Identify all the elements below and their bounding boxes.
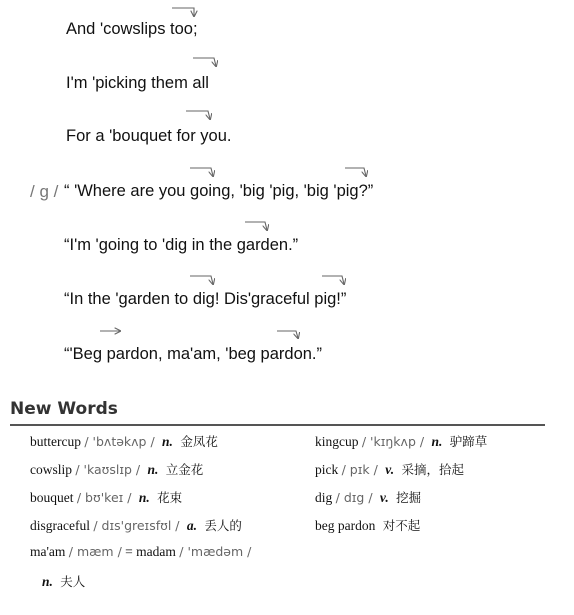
- entry-pos: n.: [147, 462, 159, 477]
- entry-word: buttercup: [30, 434, 81, 449]
- entry-pos: n.: [138, 490, 150, 505]
- arrow-line2: [193, 58, 216, 66]
- entry-chinese: 金凤花: [180, 434, 218, 449]
- entry-word: pick: [315, 462, 339, 477]
- poem-line-3: For a 'bouquet for you.: [66, 127, 232, 145]
- arrow-line6b: [322, 276, 344, 284]
- entry-word: beg pardon: [315, 518, 376, 533]
- new-words-divider: [10, 424, 545, 426]
- entry-word: kingcup: [315, 434, 359, 449]
- entry-equivalent: = madam: [125, 544, 176, 559]
- arrow-line1: [172, 8, 194, 16]
- arrow-line4b: [345, 168, 366, 176]
- word-entry: [315, 516, 420, 534]
- entry-ipa: / 'kaʊslɪp /: [75, 462, 141, 477]
- poem-line-7: “'Beg pardon, ma'am, 'beg pardon.”: [64, 345, 323, 363]
- word-entry: [30, 516, 242, 534]
- entry-pos: v.: [379, 490, 389, 505]
- word-entry: [315, 460, 464, 478]
- poem-line-5: “I'm 'going to 'dig in the garden.”: [64, 236, 299, 254]
- entry-pos: n.: [42, 574, 53, 589]
- poem-line-2: I'm 'picking them all: [66, 74, 209, 92]
- word-entry: [30, 488, 182, 506]
- arrow-line7b: [277, 331, 298, 338]
- new-words-heading: New Words: [10, 399, 118, 419]
- entry-word: bouquet: [30, 490, 74, 505]
- entry-ipa: / bʊ'keɪ /: [76, 490, 132, 505]
- entry-word: ma'am: [30, 544, 66, 559]
- entry-ipa: / 'bʌtəkʌp /: [84, 434, 155, 449]
- poem-line-4: “ 'Where are you going, 'big 'pig, 'big 'pig?”: [64, 182, 374, 200]
- entry-chinese: 夫人: [60, 574, 86, 589]
- word-entry-continuation: [42, 572, 85, 590]
- word-entry: [30, 460, 203, 478]
- entry-ipa: / dɪs'greɪsfʊl /: [93, 518, 180, 533]
- entry-pos: n.: [162, 434, 173, 449]
- entry-chinese: 驴蹄草: [449, 434, 488, 449]
- entry-ipa-alt: / 'mædəm /: [179, 544, 252, 559]
- entry-chinese: 花束: [157, 490, 183, 505]
- entry-word: disgraceful: [30, 518, 90, 533]
- entry-word: dig: [315, 490, 333, 505]
- entry-ipa: / mæm /: [68, 544, 122, 559]
- entry-chinese: 丢人的: [204, 518, 242, 533]
- entry-word: cowslip: [30, 462, 72, 477]
- arrow-line3: [186, 111, 210, 119]
- entry-chinese: 挖掘: [396, 490, 422, 505]
- entry-ipa: / dɪg /: [335, 490, 373, 505]
- entry-pos: v.: [385, 462, 395, 477]
- poem-line-1: And 'cowslips too;: [66, 20, 198, 38]
- entry-chinese: 对不起: [382, 518, 421, 533]
- phoneme-marker: / g /: [30, 182, 59, 201]
- entry-pos: n.: [431, 434, 443, 449]
- entry-ipa: / 'kɪŋkʌp /: [361, 434, 425, 449]
- word-entry: [30, 544, 251, 560]
- arrow-line4a: [190, 168, 213, 176]
- word-entry: [315, 432, 487, 450]
- entry-chinese: 采摘，拾起: [401, 462, 464, 477]
- word-entry: [30, 432, 218, 450]
- entry-pos: a.: [186, 518, 197, 533]
- entry-chinese: 立金花: [165, 462, 204, 477]
- arrow-line5: [245, 222, 267, 230]
- poem-line-6: “In the 'garden to dig! Dis'graceful pig!”: [64, 290, 347, 308]
- word-entry: [315, 488, 421, 506]
- entry-ipa: / pɪk /: [341, 462, 378, 477]
- arrow-line6a: [190, 276, 213, 284]
